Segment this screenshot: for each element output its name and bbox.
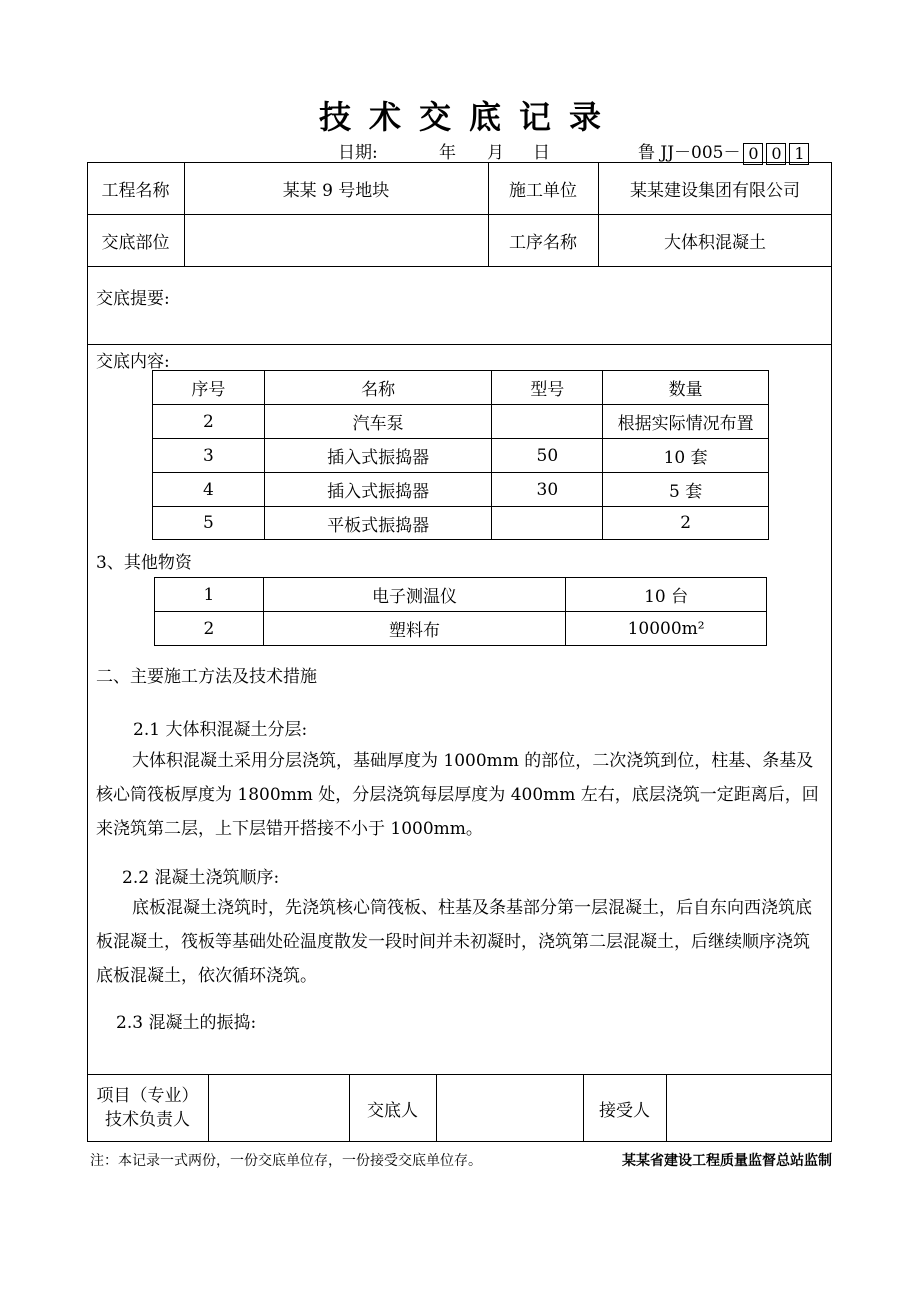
table-header-cell: 数量 (603, 371, 769, 405)
tech-lead-label (87, 1074, 208, 1142)
tech-lead-signature (208, 1074, 349, 1142)
table-cell: 2 (153, 405, 265, 439)
day-label: 日 (533, 143, 550, 163)
doc-digit-box: 1 (789, 143, 809, 165)
table-cell (492, 405, 603, 439)
table-header-cell: 型号 (492, 371, 603, 405)
table-cell (492, 507, 603, 540)
footer-note: 注：本记录一式两份，一份交底单位存，一份接受交底单位存。 (90, 1153, 482, 1169)
doc-digit-box: 0 (766, 143, 786, 165)
discloser-signature (436, 1074, 583, 1142)
date-label: 日期: (338, 143, 378, 163)
constructor-value: 某某建设集团有限公司 (630, 180, 800, 201)
table-cell: 30 (492, 473, 603, 507)
subsection-heading: 2.1 大体积混凝土分层: (133, 720, 308, 740)
month-label: 月 (487, 143, 504, 163)
paragraph: 底板混凝土浇筑时，先浇筑核心筒筏板、柱基及条基部分第一层混凝土，后自东向西浇筑底板混凝土，筏板等基础处砼温度散发一段时间并未初凝时，浇筑第二层混凝土，后继续顺序浇筑底板混凝土，依次循环浇筑。 (96, 898, 812, 986)
table-cell: 插入式振捣器 (264, 439, 492, 473)
table-cell: 4 (153, 473, 265, 507)
other-materials-heading: 3、其他物资 (96, 553, 192, 573)
table-cell: 根据实际情况布置 (603, 405, 769, 439)
tech-lead-label-line2: 技术负责人 (105, 1110, 190, 1130)
part-value (184, 214, 488, 266)
section-heading: 二、主要施工方法及技术措施 (96, 667, 317, 687)
table-cell: 10 台 (566, 578, 767, 612)
year-label: 年 (439, 143, 456, 163)
table-row (153, 405, 769, 439)
equipment-table (152, 370, 769, 540)
table-cell: 平板式振捣器 (264, 507, 492, 540)
table-row (153, 507, 769, 540)
document-number (638, 138, 809, 165)
table-row (155, 578, 767, 612)
receiver-label: 接受人 (599, 1100, 650, 1121)
record-frame (87, 162, 832, 1142)
process-label: 工序名称 (509, 232, 577, 253)
table-cell: 3 (153, 439, 265, 473)
table-cell: 10000m² (566, 612, 767, 646)
row-divider (87, 344, 832, 345)
table-cell: 2 (603, 507, 769, 540)
table-cell: 1 (155, 578, 264, 612)
table-row (153, 473, 769, 507)
project-name-label: 工程名称 (101, 180, 170, 201)
table-header-cell: 名称 (264, 371, 492, 405)
table-cell: 50 (492, 439, 603, 473)
constructor-label: 施工单位 (509, 180, 577, 201)
table-header-row (153, 371, 769, 405)
table-cell: 电子测温仪 (263, 578, 565, 612)
row-divider (87, 266, 832, 267)
page-title: 技术交底记录 (318, 98, 619, 136)
subsection-heading: 2.2 混凝土浇筑顺序: (122, 868, 280, 888)
paragraph: 大体积混凝土采用分层浇筑，基础厚度为 1000mm 的部位，二次浇筑到位，柱基、条基及核心筒筏板厚度为 1800mm 处，分层浇筑每层厚度为 400mm 左右，底层浇筑一定距离后，回来浇筑第二层，上下层错开搭接不小于 1000mm。 (96, 751, 819, 839)
table-header-cell: 序号 (153, 371, 265, 405)
receiver-signature (666, 1074, 832, 1142)
table-row (153, 439, 769, 473)
content-label: 交底内容: (96, 352, 170, 372)
subsection-heading: 2.3 混凝土的振捣: (116, 1013, 257, 1033)
doc-digit-box: 0 (743, 143, 763, 165)
table-cell: 5 套 (603, 473, 769, 507)
tech-lead-label-line1: 项目（专业） (96, 1086, 199, 1106)
table-cell: 10 套 (603, 439, 769, 473)
table-cell: 2 (155, 612, 264, 646)
materials-table (154, 577, 767, 646)
part-label: 交底部位 (101, 232, 170, 253)
table-cell: 汽车泵 (264, 405, 492, 439)
table-row (155, 612, 767, 646)
table-cell: 5 (153, 507, 265, 540)
doc-prefix: 鲁 JJ－005－ (638, 143, 741, 163)
summary-label: 交底提要: (96, 289, 170, 309)
table-cell: 塑料布 (263, 612, 565, 646)
footer-agency: 某某省建设工程质量监督总站监制 (622, 1153, 832, 1169)
discloser-label: 交底人 (367, 1100, 418, 1121)
project-name-value: 某某 9 号地块 (282, 180, 390, 201)
process-value: 大体积混凝土 (664, 232, 766, 253)
table-cell: 插入式振捣器 (264, 473, 492, 507)
